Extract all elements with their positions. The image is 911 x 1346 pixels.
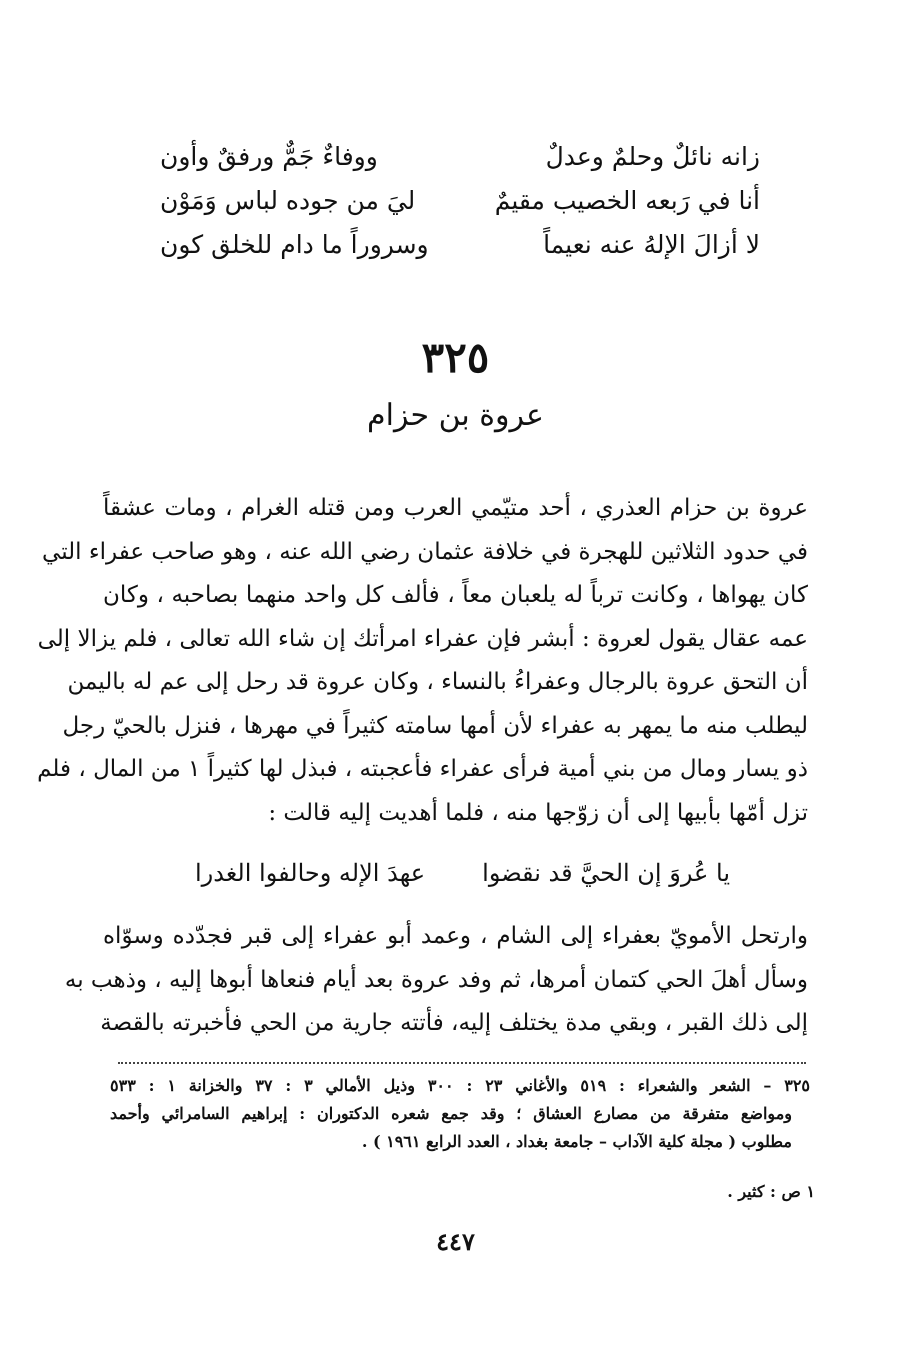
paragraph-line: ليطلب منه ما يمهر به عفراء لأن أمها سامته كثيراً في مهرها ، فنزل بالحيّ رجل bbox=[62, 712, 808, 739]
note-line: ومواضع متفرقة من مصارع العشاق ؛ وقد جمع شعره الدكتوران : إبراهيم السامرائي وأحمد bbox=[110, 1104, 792, 1123]
footnote: ١ ص : كثير . bbox=[727, 1182, 815, 1201]
paragraph-line: وسأل أهلَ الحي كتمان أمرها، ثم وفد عروة بعد أيام فنعاها أبوها إليه ، وذهب به bbox=[64, 966, 808, 993]
first-hemistich: أنا في رَبعه الخصيب مقيمٌ bbox=[494, 186, 760, 215]
second-hemistich: عهدَ الإله وحالفوا الغدرا bbox=[195, 859, 426, 887]
first-hemistich: لا أزالَ الإلهُ عنه نعيماً bbox=[543, 230, 760, 259]
poem-verse-3 bbox=[160, 223, 760, 267]
first-hemistich: زانه نائلٌ وحلمٌ وعدلٌ bbox=[545, 142, 760, 171]
paragraph-line: ذو يسار ومال من بني أمية فرأى عفراء فأعجبته ، فبذل لها كثيراً ١ من المال ، فلم bbox=[37, 756, 808, 782]
paragraph-line: إلى ذلك القبر ، وبقي مدة يختلف إليه، فأتته جارية من الحي فأخبرته بالقصة bbox=[100, 1010, 808, 1036]
section-title: عروة بن حزام bbox=[367, 398, 544, 433]
section-number: ٣٢٥ bbox=[421, 333, 490, 382]
second-hemistich: ووفاءٌ جَمٌّ ورفقٌ وأون bbox=[160, 142, 378, 171]
paragraph-line: عروة بن حزام العذري ، أحد متيّمي العرب ومن قتله الغرام ، ومات عشقاً bbox=[103, 495, 808, 521]
paragraph-line: كان يهواها ، وكانت ترباً له يلعبان معاً ، فألف كل واحد منهما بصاحبه ، وكان bbox=[103, 582, 808, 608]
note-line: ٣٢٥ – الشعر والشعراء : ٥١٩ والأغاني ٢٣ : ٣٠٠ وذيل الأمالي ٣ : ٣٧ والخزانة ١ : ٥٣٣ bbox=[110, 1076, 810, 1095]
paragraph-line: عمه عقال يقول لعروة : أبشر فإن عفراء امرأتك إن شاء الله تعالى ، فلم يزالا إلى bbox=[37, 625, 808, 652]
continuation-paragraph bbox=[64, 915, 808, 1046]
quoted-verse bbox=[195, 852, 730, 894]
note-line: مطلوب ( مجلة كلية الآداب – جامعة بغداد ، العدد الرابع ١٩٦١ ) . bbox=[361, 1132, 792, 1151]
paragraph-line: تزل أمّها بأبيها إلى أن زوّجها منه ، فلما أهديت إليه قالت : bbox=[268, 799, 808, 826]
page-number: ٤٤٧ bbox=[436, 1227, 475, 1256]
poem-verse-2 bbox=[160, 179, 760, 223]
paragraph-line: أن التحق عروة بالرجال وعفراءُ بالنساء ، وكان عروة قد رحل إلى عم له باليمن bbox=[67, 669, 808, 695]
first-hemistich: يا عُروَ إن الحيَّ قد نقضوا bbox=[482, 859, 730, 887]
paragraph-line: وارتحل الأمويّ بعفراء إلى الشام ، وعمد أبو عفراء إلى قبر فجدّده وسوّاه bbox=[103, 923, 808, 949]
source-notes bbox=[110, 1072, 810, 1156]
footnote-divider bbox=[118, 1062, 806, 1064]
second-hemistich: وسروراً ما دام للخلق كون bbox=[160, 230, 429, 259]
biography-paragraph bbox=[37, 487, 808, 835]
poem-verse-1 bbox=[160, 135, 760, 179]
paragraph-line: في حدود الثلاثين للهجرة في خلافة عثمان رضي الله عنه ، وهو صاحب عفراء التي bbox=[42, 538, 808, 565]
second-hemistich: ليَ من جوده لباس وَمَوْن bbox=[160, 186, 416, 215]
